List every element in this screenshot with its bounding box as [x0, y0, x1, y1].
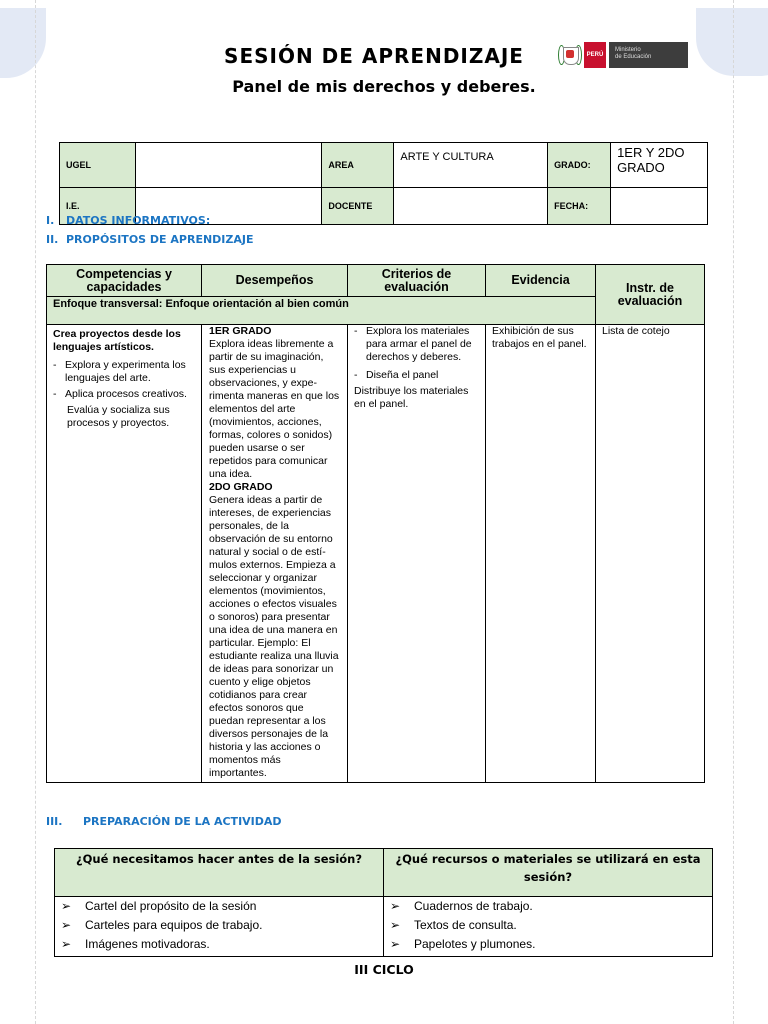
criterio-item: - Diseña el panel: [354, 369, 479, 382]
capacidad-item: - Aplica procesos creativos.: [53, 388, 195, 401]
list-item: ➢ Papelotes y plumones.: [390, 935, 712, 954]
docente-label: DOCENTE: [322, 188, 394, 225]
competencia-cell: [47, 325, 202, 783]
list-item: ➢ Cuadernos de trabajo.: [390, 897, 712, 916]
header-desempenos: Desempeños: [202, 265, 348, 297]
list-item: ➢ Cartel del propósito de la sesión: [61, 897, 383, 916]
header-competencias: Competencias y capacidades: [47, 265, 202, 297]
margin-line: [35, 0, 36, 1024]
logo-peru: PERÚ: [584, 42, 606, 68]
header-criterios: Criterios de evaluación: [348, 265, 486, 297]
criterio-item: Distribuye los materiales en el panel.: [354, 385, 469, 410]
desempenos-cell: [202, 325, 348, 783]
arrow-bullet-icon: ➢: [390, 918, 401, 932]
ie-label: I.E.: [60, 188, 136, 225]
preparacion-table: [54, 848, 713, 957]
logo-ministry: Ministerio de Educación: [606, 42, 688, 68]
instrumento-text: Lista de cotejo: [602, 325, 670, 337]
prep-header-antes: ¿Qué necesitamos hacer antes de la sesión?: [55, 849, 384, 897]
area-value: ARTE Y CULTURA: [394, 143, 548, 188]
prep-header-recursos: ¿Qué recursos o materiales se utilizará en esta sesión?: [384, 849, 713, 897]
fecha-label: FECHA:: [548, 188, 611, 225]
criterios-cell: [348, 325, 486, 783]
section-heading-datos: I. DATOS INFORMATIVOS:: [46, 214, 211, 227]
instrumento-cell: [596, 325, 705, 783]
document-title: SESIÓN DE APRENDIZAJE: [224, 44, 524, 68]
ministry-logo: [560, 41, 688, 69]
criterio-item: - Explora los materiales para armar el panel de derechos y deberes.: [354, 325, 479, 364]
ugel-label: UGEL: [60, 143, 136, 188]
page-footer: III CICLO: [354, 962, 414, 977]
document-subtitle: Panel de mis derechos y deberes.: [232, 77, 536, 96]
header-instrumento: Instr. de evaluación: [596, 265, 705, 325]
area-label: AREA: [322, 143, 394, 188]
prep-list-recursos: [384, 897, 713, 957]
competencias-table: [46, 264, 705, 783]
capacidad-item: - Explora y experimenta los lenguajes del arte.: [53, 359, 195, 385]
ugel-value: [135, 143, 322, 188]
list-item: ➢ Textos de consulta.: [390, 916, 712, 935]
grado-label: GRADO:: [548, 143, 611, 188]
docente-value: [394, 188, 548, 225]
arrow-bullet-icon: ➢: [390, 937, 401, 951]
coat-of-arms-icon: [560, 44, 580, 66]
capacidad-item: Evalúa y socializa sus procesos y proyectos.: [67, 404, 170, 429]
prep-list-antes: [55, 897, 384, 957]
evidencia-text: Exhibición de sus trabajos en el panel.: [492, 325, 587, 350]
arrow-bullet-icon: ➢: [390, 899, 401, 913]
list-item: ➢ Imágenes motivadoras.: [61, 935, 383, 954]
grado1-text: Explora ideas libremente a partir de su imaginación, sus experiencias u observaciones, y expe-rimenta maneras en que los elementos del arte (movimientos, acciones, formas, colores o sonidos) pueden usarse o ser repetidos para comunicar una idea.: [209, 338, 340, 480]
list-item: ➢ Carteles para equipos de trabajo.: [61, 916, 383, 935]
arrow-bullet-icon: ➢: [61, 899, 72, 913]
grado1-title: 1ER GRADO: [209, 325, 272, 337]
fecha-value: [611, 188, 708, 225]
grado-value: 1ER Y 2DO GRADO: [611, 143, 708, 188]
enfoque-transversal: Enfoque transversal: Enfoque orientación al bien común: [47, 297, 596, 325]
competencia-title: Crea proyectos desde los lenguajes artísticos.: [53, 328, 181, 353]
grado2-title: 2DO GRADO: [209, 481, 273, 493]
grado2-text: Genera ideas a partir de intereses, de experiencias personales, de la observación de su entorno natural y social o de estí-mulos externos. Empieza a seleccionar y organizar elementos (movimientos, acciones o efectos visuales o sonoros) para presentar una idea de una manera en particular. Ejemplo: El estudiante realiza una lluvia de ideas para sonorizar un cuento y elige objetos cotidianos para crear efectos sonoros que puedan representar a los diversos personajes de la historia y las acciones o momentos más importantes.: [209, 494, 339, 779]
section-heading-propositos: II. PROPÓSITOS DE APRENDIZAJE: [46, 233, 254, 246]
info-table: [59, 142, 708, 225]
arrow-bullet-icon: ➢: [61, 937, 72, 951]
margin-line: [733, 0, 734, 1024]
header-evidencia: Evidencia: [486, 265, 596, 297]
arrow-bullet-icon: ➢: [61, 918, 72, 932]
evidencia-cell: [486, 325, 596, 783]
section-heading-preparacion: III. PREPARACIÓN DE LA ACTIVIDAD: [46, 815, 282, 828]
